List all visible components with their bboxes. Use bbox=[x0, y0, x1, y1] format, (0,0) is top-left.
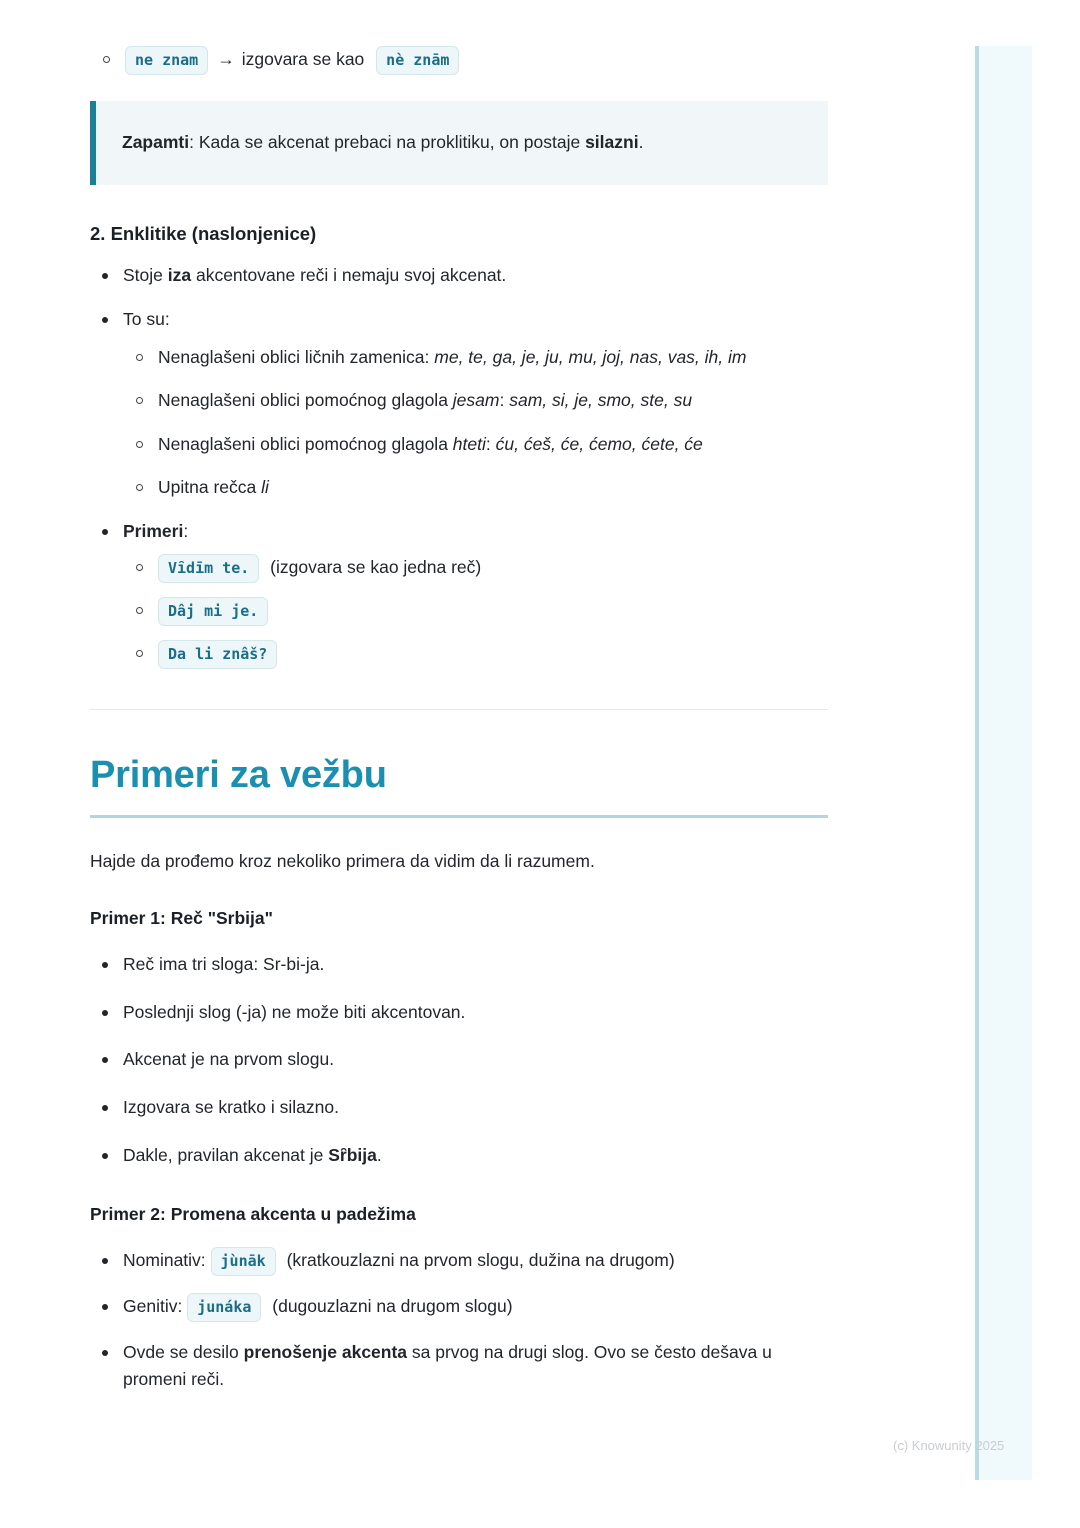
list-item bbox=[90, 518, 828, 669]
sub-item-italic-mid: hteti bbox=[452, 433, 486, 454]
list-item bbox=[90, 1339, 828, 1394]
sub-item-text: Nenaglašeni oblici ličnih zamenica: bbox=[158, 346, 435, 367]
list-item: Reč ima tri sloga: Sr-bi-ja. bbox=[90, 951, 828, 979]
sub-item-sep: : bbox=[499, 390, 510, 411]
callout-body: Kada se akcenat prebaci na proklitiku, on postaje bbox=[198, 132, 586, 153]
list-item bbox=[123, 554, 828, 583]
proclitic-example-list bbox=[90, 46, 828, 75]
code-chip-junaka: junáka bbox=[187, 1293, 261, 1322]
practice-lede: Hajde da prođemo kroz nekoliko primera da vidim da li razumem. bbox=[90, 850, 595, 871]
sub-item-italic: sam, si, je, smo, ste, su bbox=[509, 390, 693, 411]
list-item: Akcenat je na prvom slogu. bbox=[90, 1046, 828, 1074]
list-item: Poslednji slog (-ja) ne može biti akcentovan. bbox=[90, 999, 828, 1027]
enclitics-sublist bbox=[123, 344, 828, 503]
list-item bbox=[123, 387, 828, 415]
example2-list bbox=[90, 1247, 828, 1394]
example1-last-bold: Sȓbija bbox=[328, 1144, 377, 1165]
list-item bbox=[123, 640, 828, 669]
example1-list bbox=[90, 951, 828, 1169]
enclitics-b1-bold: iza bbox=[167, 265, 192, 286]
examples-colon: : bbox=[183, 521, 189, 542]
example1-last-before: Dakle, pravilan akcenat je bbox=[123, 1144, 329, 1165]
example2-row-note: (kratkouzlazni na prvom slogu, dužina na drugom) bbox=[286, 1249, 675, 1270]
example2-note-bold: prenošenje akcenta bbox=[243, 1341, 408, 1362]
list-item bbox=[90, 1142, 828, 1170]
arrow-icon: → bbox=[217, 49, 235, 70]
section-divider bbox=[90, 709, 828, 710]
example2-row-label: Nominativ: bbox=[123, 1249, 211, 1270]
list-item bbox=[90, 1293, 828, 1322]
title-underline bbox=[90, 815, 828, 818]
list-item: Izgovara se kratko i silazno. bbox=[90, 1094, 828, 1122]
enclitics-b1-before: Stoje bbox=[123, 265, 168, 286]
page-title: Primeri za vežbu bbox=[90, 753, 387, 796]
example1-last-after: . bbox=[376, 1144, 382, 1165]
list-item bbox=[123, 344, 828, 372]
callout-separator: : bbox=[189, 132, 199, 153]
code-chip-ne-znam: ne znam bbox=[125, 46, 208, 75]
document-page bbox=[90, 0, 828, 1394]
code-chip-ne-znam-accented: nè znām bbox=[376, 46, 459, 75]
example2-note-before: Ovde se desilo bbox=[123, 1341, 244, 1362]
copyright-watermark: (c) Knowunity 2025 bbox=[893, 1438, 1005, 1453]
examples-label: Primeri bbox=[123, 521, 184, 542]
enclitics-heading: 2. Enklitike (naslonjenice) bbox=[90, 223, 317, 244]
code-chip-vidim-te: Vȋdīm te. bbox=[158, 554, 259, 583]
examples-sublist bbox=[123, 554, 828, 669]
code-chip-junak: jùnāk bbox=[211, 1247, 276, 1276]
sub-item-italic: me, te, ga, je, ju, mu, joj, nas, vas, ih, im bbox=[434, 346, 747, 367]
list-item bbox=[90, 262, 828, 290]
callout-text bbox=[122, 129, 643, 157]
sub-item-italic-mid: jesam bbox=[452, 390, 500, 411]
list-item bbox=[123, 431, 828, 459]
list-item bbox=[90, 46, 828, 75]
enclitics-b1-after: akcentovane reči i nemaju svoj akcenat. bbox=[191, 265, 507, 286]
example2-row-note: (dugouzlazni na drugom slogu) bbox=[272, 1295, 513, 1316]
sub-item-text: Upitna rečca bbox=[158, 477, 262, 498]
code-chip-daj-mi-je: Dâj mi je. bbox=[158, 597, 268, 626]
sub-item-italic: li bbox=[261, 477, 269, 498]
example2-heading: Primer 2: Promena akcenta u padežima bbox=[90, 1204, 416, 1225]
callout-period: . bbox=[638, 132, 644, 153]
example-note: (izgovara se kao jedna reč) bbox=[270, 556, 482, 577]
proclitic-connector-text: izgovara se kao bbox=[241, 49, 365, 70]
list-item bbox=[123, 474, 828, 502]
code-chip-da-li-znas: Da li znâš? bbox=[158, 640, 277, 669]
sub-item-text: Nenaglašeni oblici pomoćnog glagola bbox=[158, 433, 453, 454]
callout-emphasis: silazni bbox=[585, 132, 639, 153]
callout-label: Zapamti bbox=[122, 132, 190, 153]
remember-callout bbox=[90, 101, 828, 185]
sub-item-sep: : bbox=[485, 433, 496, 454]
sub-item-text: Nenaglašeni oblici pomoćnog glagola bbox=[158, 390, 453, 411]
sub-item-italic: ću, ćeš, će, ćemo, ćete, će bbox=[495, 433, 703, 454]
example2-row-label: Genitiv: bbox=[123, 1295, 188, 1316]
list-item bbox=[123, 597, 828, 626]
list-item bbox=[90, 1247, 828, 1276]
list-item bbox=[90, 306, 828, 502]
enclitics-list bbox=[90, 262, 828, 668]
example2-note-after: sa prvog na drugi slog. Ovo se često dešava u promeni reči. bbox=[123, 1341, 772, 1390]
enclitics-b2-label: To su: bbox=[123, 308, 170, 329]
example1-heading: Primer 1: Reč "Srbija" bbox=[90, 908, 273, 929]
page-side-strip bbox=[975, 46, 1032, 1480]
